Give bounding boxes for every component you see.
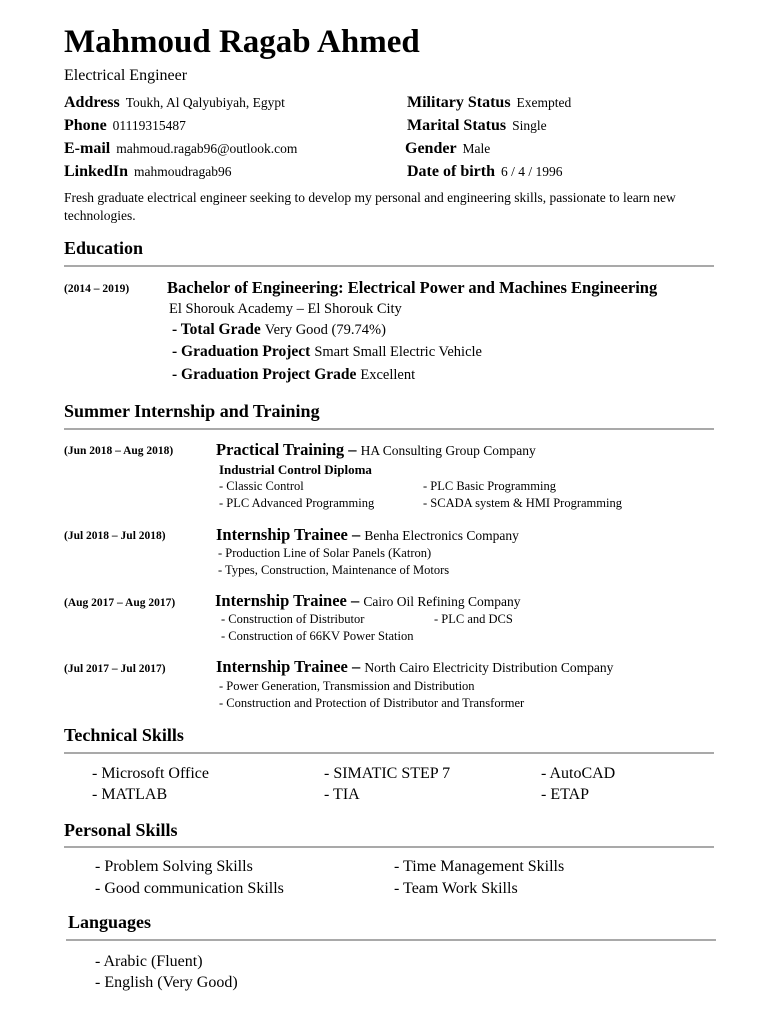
internship-title-row: Internship Trainee – North Cairo Electricity Distribution Company <box>216 657 614 676</box>
internship-bullet: - Power Generation, Transmission and Distribution <box>219 679 475 693</box>
languages-divider <box>66 939 716 941</box>
technical-skills-divider <box>64 752 714 754</box>
technical-skill-item: - Microsoft Office <box>92 765 209 782</box>
email-label: E-mail <box>64 140 111 157</box>
military-row <box>407 94 571 112</box>
personal-skill-item: - Problem Solving Skills <box>95 858 253 875</box>
internship-role: Practical Training <box>216 440 345 459</box>
internship-divider <box>64 428 714 430</box>
grade-label: - Total Grade <box>172 321 261 338</box>
dob-label: Date of birth <box>407 163 495 180</box>
internship-bullet: - PLC and DCS <box>434 612 513 626</box>
internship-bullet: - SCADA system & HMI Programming <box>423 496 622 510</box>
education-divider <box>64 265 714 267</box>
education-grade-row <box>172 321 386 339</box>
personal-skill-item: - Time Management Skills <box>394 858 565 875</box>
personal-skills-heading: Personal Skills <box>64 820 178 840</box>
internship-date: (Aug 2017 – Aug 2017) <box>64 597 176 609</box>
project-grade-label: - Graduation Project Grade <box>172 366 357 383</box>
technical-skills-heading: Technical Skills <box>64 725 184 745</box>
personal-skill-item: - Team Work Skills <box>394 880 518 897</box>
internship-title-row: Internship Trainee – Benha Electronics Company <box>216 525 519 544</box>
internship-company: North Cairo Electricity Distribution Company <box>364 660 614 675</box>
phone-label: Phone <box>64 117 107 134</box>
internship-bullet: - Types, Construction, Maintenance of Motors <box>218 563 450 577</box>
marital-label: Marital Status <box>407 117 507 134</box>
grade-value: Very Good (79.74%) <box>264 322 386 338</box>
address-value: Toukh, Al Qalyubiyah, Egypt <box>125 95 285 110</box>
internship-bullet: - Construction of 66KV Power Station <box>221 629 414 643</box>
dob-value: 6 / 4 / 1996 <box>500 164 563 179</box>
internship-bullet: - PLC Advanced Programming <box>219 496 375 510</box>
personal-skill-item: - Good communication Skills <box>95 880 284 897</box>
marital-value: Single <box>512 118 547 133</box>
phone-value: 01119315487 <box>112 118 186 133</box>
internship-company: HA Consulting Group Company <box>360 443 536 458</box>
gender-label: Gender <box>405 140 457 157</box>
languages-heading: Languages <box>68 912 152 932</box>
technical-skill-item: - ETAP <box>541 786 590 803</box>
internship-bullet: - PLC Basic Programming <box>423 479 556 493</box>
language-item: - Arabic (Fluent) <box>95 953 203 970</box>
education-project-row <box>172 343 482 361</box>
language-item: - English (Very Good) <box>95 974 238 991</box>
gender-row <box>405 140 490 158</box>
internship-bullet: - Production Line of Solar Panels (Katron) <box>218 546 432 560</box>
internship-date: (Jun 2018 – Aug 2018) <box>64 445 174 457</box>
gender-value: Male <box>462 141 491 156</box>
education-institution: El Shorouk Academy – El Shorouk City <box>169 301 402 317</box>
linkedin-label: LinkedIn <box>64 163 129 180</box>
dob-row <box>407 163 563 181</box>
internship-role: Internship Trainee <box>216 525 348 544</box>
linkedin-row <box>64 163 232 181</box>
technical-skill-item: - TIA <box>324 786 360 803</box>
internship-bullet: - Construction and Protection of Distributor and Transformer <box>219 696 525 710</box>
technical-skill-item: - SIMATIC STEP 7 <box>324 765 451 782</box>
internship-heading: Summer Internship and Training <box>64 401 320 421</box>
education-degree: Bachelor of Engineering: Electrical Power and Machines Engineering <box>167 278 658 297</box>
candidate-name: Mahmoud Ragab Ahmed <box>64 24 420 60</box>
internship-title-row: Internship Trainee – Cairo Oil Refining Company <box>215 591 521 610</box>
project-value: Smart Small Electric Vehicle <box>314 344 482 360</box>
internship-company: Cairo Oil Refining Company <box>363 594 521 609</box>
internship-date: (Jul 2018 – Jul 2018) <box>64 530 166 542</box>
marital-row <box>407 117 547 135</box>
address-row <box>64 94 285 112</box>
internship-date: (Jul 2017 – Jul 2017) <box>64 663 166 675</box>
job-title: Electrical Engineer <box>64 67 188 84</box>
summary-text: Fresh graduate electrical engineer seeking to develop my personal and engineering skills, passionate to learn new technologies. <box>64 190 676 223</box>
internship-subheading: Industrial Control Diploma <box>219 462 372 477</box>
project-label: - Graduation Project <box>172 343 311 360</box>
technical-skill-item: - MATLAB <box>92 786 168 803</box>
internship-bullet: - Construction of Distributor <box>221 612 365 626</box>
internship-role: Internship Trainee <box>215 591 347 610</box>
education-date: (2014 – 2019) <box>64 283 130 295</box>
military-label: Military Status <box>407 94 511 111</box>
internship-company: Benha Electronics Company <box>364 528 519 543</box>
education-project-grade-row <box>172 366 415 384</box>
internship-title-row: Practical Training – HA Consulting Group Company <box>216 440 536 459</box>
internship-role: Internship Trainee <box>216 657 348 676</box>
military-value: Exempted <box>516 95 572 110</box>
address-label: Address <box>64 94 120 111</box>
technical-skill-item: - AutoCAD <box>541 765 616 782</box>
internship-bullet: - Classic Control <box>219 479 304 493</box>
phone-row <box>64 117 186 135</box>
email-row <box>64 140 297 158</box>
education-heading: Education <box>64 238 144 258</box>
linkedin-value[interactable]: mahmoudragab96 <box>134 164 232 179</box>
personal-skills-divider <box>64 846 714 848</box>
email-value[interactable]: mahmoud.ragab96@outlook.com <box>116 141 298 156</box>
project-grade-value: Excellent <box>360 367 416 383</box>
